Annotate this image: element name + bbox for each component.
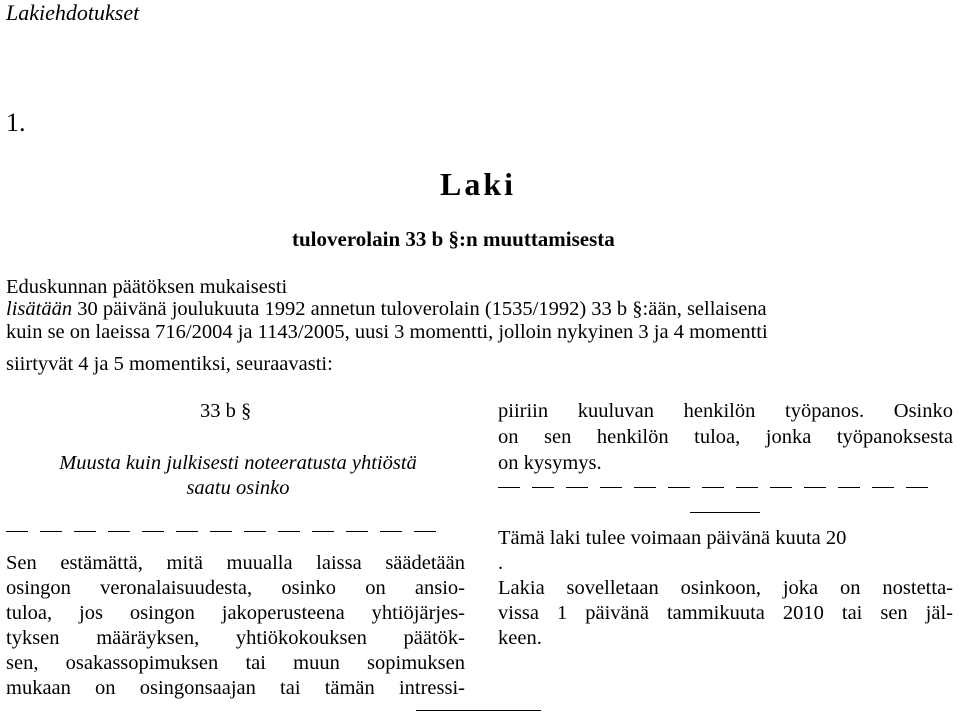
intro-line-2-rest: 30 päivänä joulukuuta 1992 annetun tuloverolain (1535/1992) 33 b §:ään, sellaisena	[72, 298, 767, 320]
section-heading-line-2: saatu osinko	[186, 477, 290, 499]
intro-line-4: siirtyvät 4 ja 5 momentiksi, seuraavasti:	[6, 353, 333, 375]
right-body-line-1: piiriin kuuluvan henkilön työpanos. Osinko	[498, 400, 953, 422]
law-title: Laki	[440, 166, 517, 202]
document-header: Lakiehdotukset	[6, 0, 140, 25]
proposal-number: 1.	[6, 108, 26, 137]
law-subtitle: tuloverolain 33 b §:n muuttamisesta	[292, 227, 615, 251]
left-body-line-3: tuloa, jos osingon jakoperusteena yhtiöjärjes-	[6, 602, 465, 624]
intro-line-3: kuin se on laeissa 716/2004 ja 1143/2005, uusi 3 momentti, jolloin nykyinen 3 ja 4 momentti	[6, 321, 768, 343]
entry-into-force-line-5: keen.	[498, 627, 542, 649]
entry-into-force-line-1: Tämä laki tulee voimaan päivänä kuuta 20	[498, 527, 847, 549]
left-body-line-4: tyksen määräyksen, yhtiökokouksen päätök-	[6, 627, 465, 649]
section-number: 33 b §	[200, 400, 252, 422]
entry-into-force-line-4: vissa 1 päivänä tammikuuta 2010 tai sen jäl-	[498, 602, 953, 624]
entry-into-force-line-2: .	[498, 552, 504, 574]
left-body-line-5: sen, osakassopimuksen tai muun sopimuksen	[6, 652, 465, 674]
right-body-line-3: on kysymys.	[498, 452, 602, 474]
left-body-line-1: Sen estämättä, mitä muualla laissa säädetään	[6, 552, 465, 574]
document-end-rule	[416, 710, 541, 711]
entry-into-force-line-3: Lakia sovelletaan osinkoon, joka on nostetta-	[498, 577, 953, 599]
intro-verb: lisätään	[6, 298, 73, 320]
right-body-line-2: on sen henkilön tuloa, jonka työpanoksesta	[498, 426, 953, 448]
section-heading-line-1: Muusta kuin julkisesti noteeratusta yhtiöstä	[59, 452, 417, 474]
end-of-section-rule	[690, 512, 760, 513]
left-body-line-6: mukaan on osingonsaajan tai tämän intressi-	[6, 677, 465, 699]
intro-line-2	[6, 298, 767, 321]
intro-line-1: Eduskunnan päätöksen mukaisesti	[6, 276, 288, 298]
left-body-line-2: osingon veronalaisuudesta, osinko on ansio-	[6, 577, 465, 599]
